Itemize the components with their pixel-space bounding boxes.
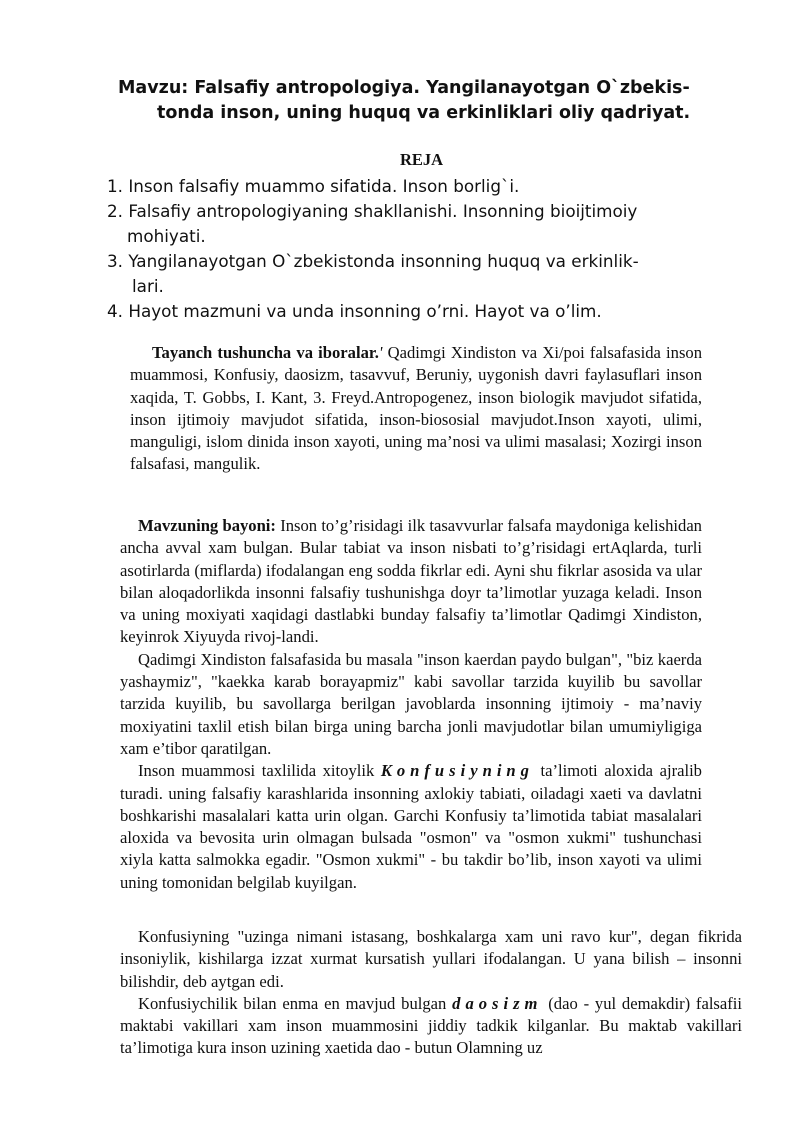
plan-item: 1. Inson falsafiy muammo sifatida. Inson borlig`i.	[107, 176, 520, 196]
plan-item-continued: mohiyati.	[127, 226, 206, 246]
paragraph-text: (dao - yul demakdir) falsafii maktabi vakillari xam inson muammosini jiddiy tadkik kilganlar. Bu maktab vakillari ta’limotiga kura inson uzining xaetida dao - butun Olamning uz	[120, 993, 742, 1058]
keywords-text: Qadimgi Xindiston va Xi/poi falsafasida inson muammosi, Konfusiy, daosizm, tasavvuf, Beruniy, uygonish davri faylasuflari inson xaqida, T. Gobbs, I. Kant, 3. Freyd.Antropogenez, inson biologik mavjudot sifatida, inson ijtimoiy mavjudot sifatida, inson-biososial mavjudot.Inson xayoti, ulimi, manguligi, islom dinida inson xayoti, uning ma’nosi va ulimi masalasi; Xozirgi inson falsafasi, mangulik.	[130, 343, 702, 474]
paragraph-text: ta’limoti aloxida ajralib turadi. uning falsafiy karashlarida insonning axlokiy tabiati, oiladagi xaeti va davlatni boshkarishi masalalari katta urin olgan. Garchi Konfusiy ta’limotida tabiat masalalari aloxida va bevosita urin olmagan bulsada "osmon" va "osmon xukmi" tushunchasi xiyla katta salmokka egadir. "Osmon xukmi" - bu takdir bo’lib, inson xayoti va ulimi uning tomonidan belgilab kuyilgan.	[120, 761, 702, 892]
body-paragraph	[120, 760, 702, 894]
spaced-term: daosizm	[452, 993, 543, 1013]
main-body	[120, 515, 702, 894]
spaced-term: Konfusiyning	[380, 761, 534, 781]
plan-list	[107, 174, 707, 324]
plan-item: 2. Falsafiy antropologiyaning shakllanishi. Insonning bioijtimoiy	[107, 201, 638, 221]
paragraph-text: Inson muammosi taxlilida xitoylik	[138, 761, 381, 781]
plan-item: 4. Hayot mazmuni va unda insonning o’rni. Hayot va o’lim.	[107, 301, 602, 321]
title-line-2: tonda inson, uning huquq va erkinliklari oliy qadriyat.	[157, 103, 691, 123]
keywords-paragraph	[130, 342, 702, 476]
keywords-label: Tayanch tushuncha va iboralar.	[152, 343, 379, 362]
body-paragraph: Qadimgi Xindiston falsafasida bu masala "inson kaerdan paydo bulgan", "biz kaerda yashaymiz", "kaekka karab borayapmiz" kabi savollar tarzida kuyilib bu savollar tarzida kuyilib, bu savollarga berilgan javoblarda insonning ijtimoiy - ma’naviy moxiyatini taxlil etish bilan birga uning barcha jonli mavjudotlar bilan umumiyligiga xam e’tibor qaratilgan.	[120, 649, 702, 758]
main-body-continued	[120, 926, 742, 1060]
plan-heading: REJA	[400, 150, 444, 169]
paragraph-text: Konfusiychilik bilan enma en mavjud bulgan	[138, 993, 453, 1013]
plan-item: 3. Yangilanayotgan O`zbekistonda insonning huquq va erkinlik-	[107, 251, 639, 271]
body-paragraph	[120, 515, 702, 649]
document-title	[100, 76, 700, 126]
keywords-mark: '	[378, 343, 383, 362]
body-paragraph	[120, 993, 742, 1060]
section-label: Mavzuning bayoni:	[138, 516, 276, 535]
paragraph-text: Inson to’g’risidagi ilk tasavvurlar falsafa maydoniga kelishidan ancha avval xam bulgan. Bular tabiat va inson nisbati to’g’risidagi ertAqlarda, turli asotirlarda (miflarda) ifodalangan eng sodda fikrlar edi. Ayni shu fikrlar asosida va ular bilan aloqadorlikda insonni falsafiy tushunishga doyr ta’limotlar yuzaga keladi. Inson va uning moxiyati xaqidagi dastlabki bunday falsafiy ta’limotlar Qadimgi Xindiston, keyinrok Xiyuyda rivoj-landi.	[120, 516, 702, 647]
plan-item-continued: lari.	[132, 276, 164, 296]
body-paragraph: Konfusiyning "uzinga nimani istasang, boshkalarga xam uni ravo kur", degan fikrida insoniylik, kishilarga izzat xurmat kursatish yullari ifodalangan. U yana bilish – insonni bilishdir, deb aytgan edi.	[120, 927, 742, 991]
title-line-1: Mavzu: Falsafiy antropologiya. Yangilanayotgan O`zbekis-	[118, 78, 690, 98]
